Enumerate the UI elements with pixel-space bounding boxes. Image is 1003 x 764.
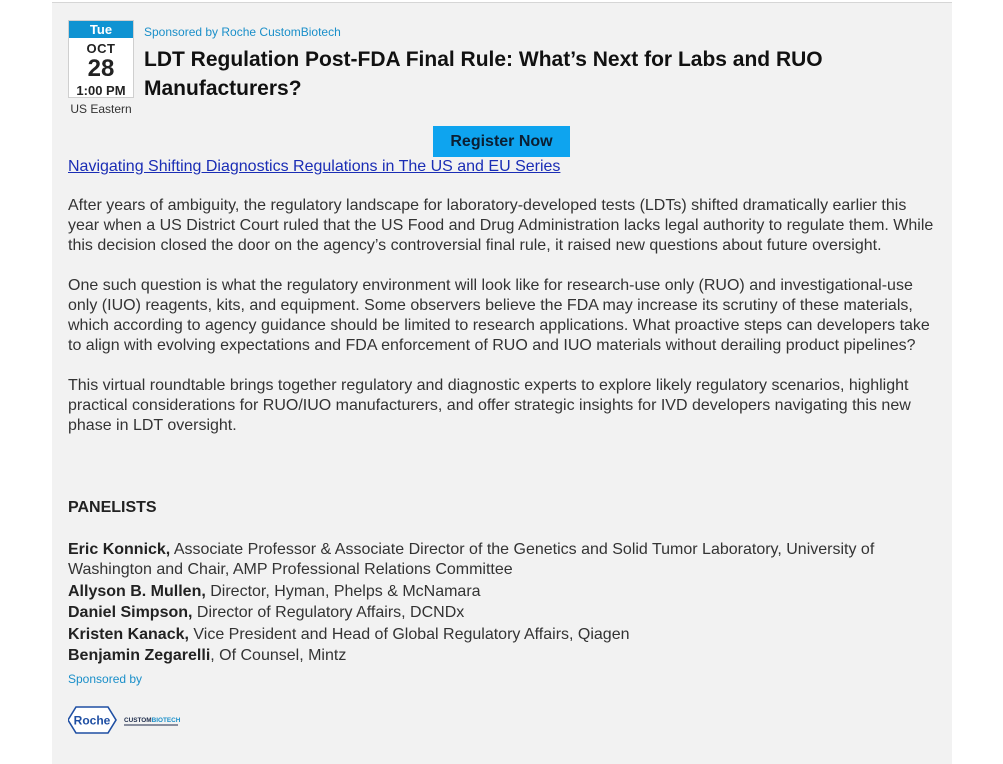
description-paragraph: This virtual roundtable brings together regulatory and diagnostic experts to explore likely regulatory scenarios, highlight practical considerations for RUO/IUO manufacturers, and offer strategic insights for IVD developers navigating this new phase in LDT oversight. xyxy=(68,377,911,434)
panelist-name: Benjamin Zegarelli xyxy=(68,647,211,664)
panelist-item xyxy=(68,603,938,623)
panelist-item xyxy=(68,582,938,602)
panelist-item xyxy=(68,625,938,645)
series-link[interactable]: Navigating Shifting Diagnostics Regulations in The US and EU Series xyxy=(68,158,561,175)
panelist-item xyxy=(68,646,938,666)
timezone-label: US Eastern xyxy=(70,102,132,116)
event-card xyxy=(52,2,952,764)
panelist-name: Kristen Kanack, xyxy=(68,625,189,643)
panelist-name: Daniel Simpson, xyxy=(68,604,193,621)
panelists-list xyxy=(68,540,938,668)
sponsor-line: Sponsored by Roche CustomBiotech xyxy=(144,25,341,39)
event-description xyxy=(68,196,938,456)
panelists-heading: PANELISTS xyxy=(68,499,157,516)
date-day: 28 xyxy=(87,55,115,82)
panelist-role: Director of Regulatory Affairs, DCNDx xyxy=(192,604,465,621)
panelist-role: Associate Professor & Associate Director of the Genetics and Solid Tumor Laboratory, University of Washington and Chair, AMP Professional Relations Committee xyxy=(68,541,875,578)
date-badge xyxy=(68,20,134,98)
date-time: 1:00 PM xyxy=(76,83,126,98)
panelist-role: Vice President and Head of Global Regulatory Affairs, Qiagen xyxy=(188,625,630,643)
event-title: LDT Regulation Post-FDA Final Rule: What’s Next for Labs and RUO Manufacturers? xyxy=(144,48,823,100)
date-weekday: Tue xyxy=(69,21,133,38)
register-button[interactable]: Register Now xyxy=(433,126,570,157)
panelist-name: Allyson B. Mullen, xyxy=(68,582,206,600)
date-month: OCT xyxy=(86,41,116,56)
panelist-role: , Of Counsel, Mintz xyxy=(210,647,347,664)
logo-sub-text: CUSTOMBIOTECH xyxy=(124,717,180,724)
description-paragraph: One such question is what the regulatory environment will look like for research-use only (RUO) and investigational-use only (IUO) reagents, kits, and equipment. Some observers believe the FDA may increase its scrutiny of these materials, which according to agency guidance should be limited to research applications. What proactive steps can developers take to align with evolving expectations and FDA enforcement of RUO and IUO materials without derailing product pipelines? xyxy=(68,277,930,354)
sponsored-by-label: Sponsored by xyxy=(68,672,143,686)
description-paragraph: After years of ambiguity, the regulatory landscape for laboratory-developed tests (LDTs) shifted dramatically earlier this year when a US District Court ruled that the US Food and Drug Administration lacks legal authority to regulate them. While this decision closed the door on the agency’s controversial final rule, it raised new questions about future oversight. xyxy=(68,197,934,254)
panelist-role: Director, Hyman, Phelps & McNamara xyxy=(205,582,481,600)
panelist-item xyxy=(68,540,938,580)
panelist-name: Eric Konnick, xyxy=(68,541,171,558)
logo-brand-text: Roche xyxy=(73,713,111,728)
roche-custombiotech-logo-icon[interactable] xyxy=(68,705,180,735)
